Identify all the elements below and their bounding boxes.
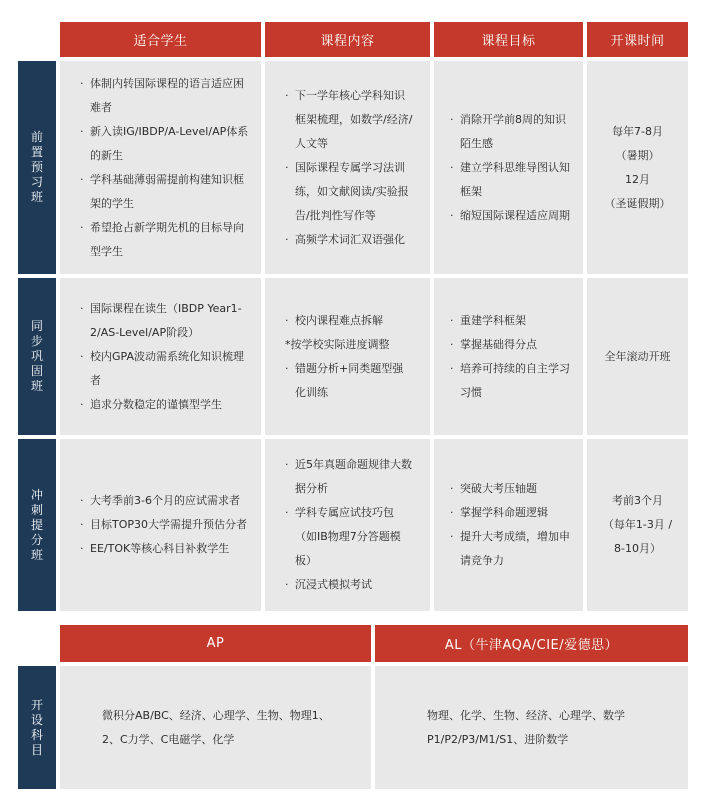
list-item: · 大考季前3-6个月的应试需求者 xyxy=(78,489,247,513)
list-note: *按学校实际进度调整 xyxy=(285,337,390,351)
list-item: · 培养可持续的自主学习习惯 xyxy=(448,357,571,405)
list-item: · 国际课程在读生（IBDP Year1-2/AS-Level/AP阶段） xyxy=(78,297,249,345)
list-item: · 重建学科框架 xyxy=(448,309,571,333)
row3-students xyxy=(60,439,261,611)
header-goals: 课程目标 xyxy=(434,22,583,57)
list-item: · 校内GPA波动需系统化知识梳理者 xyxy=(78,345,249,393)
list-item: · 希望抢占新学期先机的目标导向型学生 xyxy=(78,216,249,264)
list-item: · 缩短国际课程适应周期 xyxy=(448,204,571,228)
list-item: · 下一学年核心学科知识框架梳理，如数学/经济/人文等 xyxy=(283,84,414,156)
list-item: · 新入读IG/IBDP/A-Level/AP体系的新生 xyxy=(78,120,249,168)
row-label-sync-class: 同 步 巩 固 班 xyxy=(18,278,56,435)
list-item: · 追求分数稳定的谨慎型学生 xyxy=(78,393,249,417)
list-item: · 掌握学科命题逻辑 xyxy=(448,501,571,525)
list-item: · 体制内转国际课程的语言适应困难者 xyxy=(78,72,249,120)
list-item: · 消除开学前8周的知识陌生感 xyxy=(448,108,571,156)
list-item: · 高频学术词汇双语强化 xyxy=(283,228,414,252)
row-label-subjects: 开 设 科 目 xyxy=(18,666,56,789)
ap-subjects: 微积分AB/BC、经济、心理学、生物、物理1、 2、C力学、C电磁学、化学 xyxy=(60,666,371,789)
row2-students xyxy=(60,278,261,435)
header-ap: AP xyxy=(60,625,371,662)
list-item: · 建立学科思维导图认知框架 xyxy=(448,156,571,204)
row3-content xyxy=(265,439,430,611)
row2-time: 全年滚动开班 xyxy=(587,278,688,435)
row-label-preview-class: 前 置 预 习 班 xyxy=(18,61,56,274)
header-time: 开课时间 xyxy=(587,22,688,57)
row2-goals xyxy=(434,278,583,435)
header-al: AL（牛津AQA/CIE/爱德思） xyxy=(375,625,688,662)
list-item: · EE/TOK等核心科目补救学生 xyxy=(78,537,247,561)
header-students: 适合学生 xyxy=(60,22,261,57)
row2-content xyxy=(265,278,430,435)
list-item: · 掌握基础得分点 xyxy=(448,333,571,357)
list-item: · 目标TOP30大学需提升预估分者 xyxy=(78,513,247,537)
row3-time: 考前3个月 （每年1-3月 / 8-10月） xyxy=(587,439,688,611)
row1-content xyxy=(265,61,430,274)
list-item: · 校内课程难点拆解 xyxy=(283,309,414,333)
list-item: · 沉浸式模拟考试 xyxy=(283,573,414,597)
row3-goals xyxy=(434,439,583,611)
list-item: · 近5年真题命题规律大数据分析 xyxy=(283,453,414,501)
row1-students xyxy=(60,61,261,274)
header-content: 课程内容 xyxy=(265,22,430,57)
list-item: · 提升大考成绩，增加申请竞争力 xyxy=(448,525,571,573)
list-item: · 学科专属应试技巧包（如IB物理7分答题模板） xyxy=(283,501,414,573)
row-label-sprint-class: 冲 刺 提 分 班 xyxy=(18,439,56,611)
row1-time: 每年7-8月 （暑期） 12月 （圣诞假期） xyxy=(587,61,688,274)
list-item: · 学科基础薄弱需提前构建知识框架的学生 xyxy=(78,168,249,216)
list-item: · 错题分析+同类题型强化训练 xyxy=(283,357,414,405)
row1-goals xyxy=(434,61,583,274)
al-subjects: 物理、化学、生物、经济、心理学、数学 P1/P2/P3/M1/S1、进阶数学 xyxy=(375,666,688,789)
list-item: · 国际课程专属学习法训练，如文献阅读/实验报告/批判性写作等 xyxy=(283,156,414,228)
list-item: · 突破大考压轴题 xyxy=(448,477,571,501)
